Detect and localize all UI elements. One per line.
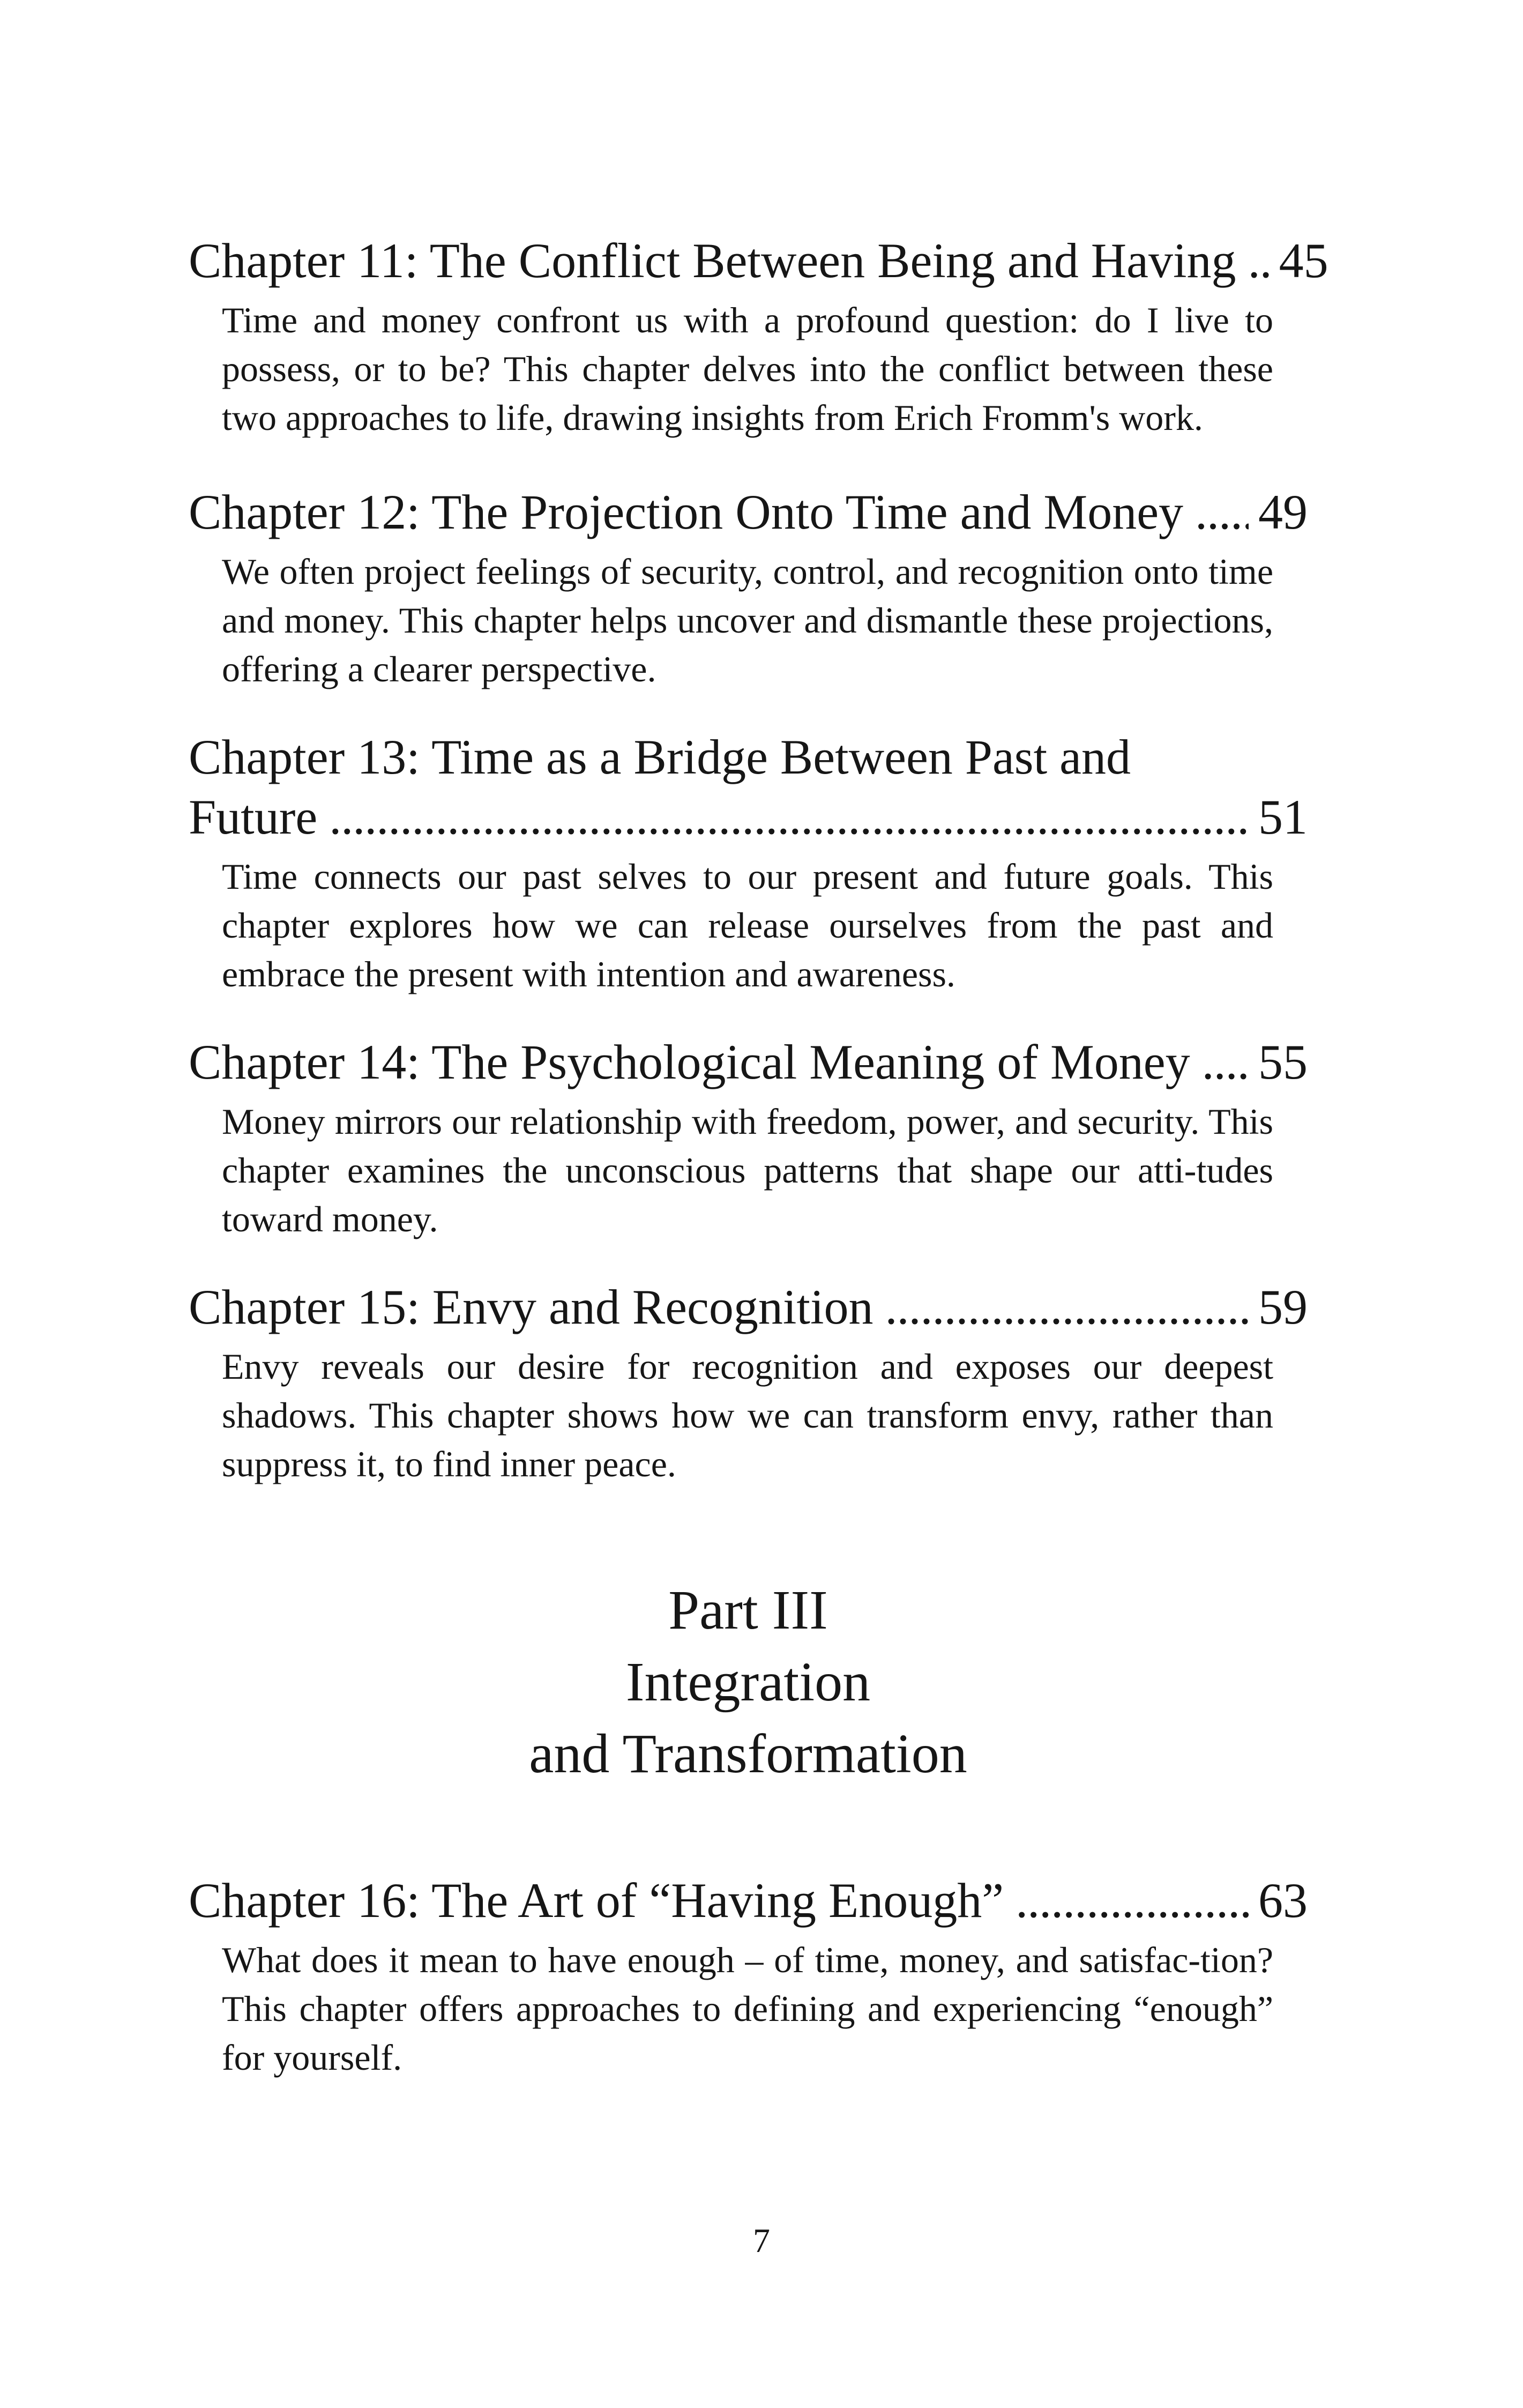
chapter-description: What does it mean to have enough – of time, money, and satisfac-tion? This chapter offers approaches to defining and experiencing “enough” for yourself. (222, 1939, 1273, 2078)
toc-heading[interactable] (189, 787, 1308, 847)
part-title-line-1: Integration (625, 1651, 871, 1713)
chapter-title: Chapter 15: Envy and Recognition (189, 1280, 874, 1334)
chapter-description: Time and money confront us with a profound question: do I live to possess, or to be? This chapter delves into the conflict between these two approaches to life, drawing insights from Erich Fromm's work. (222, 300, 1273, 438)
dot-leader (1202, 1032, 1249, 1092)
toc-heading[interactable] (189, 1277, 1308, 1337)
page-number: 49 (1258, 485, 1308, 539)
chapter-title-line-1[interactable]: Chapter 13: Time as a Bridge Between Past and (189, 730, 1131, 784)
chapter-description: Money mirrors our relationship with freedom, power, and security. This chapter examines the unconscious patterns that shape our atti-tudes toward money. (222, 1101, 1273, 1239)
toc-heading[interactable] (189, 1870, 1308, 1930)
page-number: 51 (1258, 790, 1308, 844)
toc-heading[interactable] (189, 482, 1308, 542)
part-heading (189, 1574, 1308, 1790)
chapter-title: Chapter 11: The Conflict Between Being and Having (189, 233, 1236, 288)
toc-entry-chapter-12 (189, 482, 1308, 694)
chapter-title: Chapter 16: The Art of “Having Enough” (189, 1873, 1004, 1928)
dot-leader (329, 787, 1249, 847)
toc-entry-chapter-13 (189, 727, 1308, 999)
dot-leader (1016, 1870, 1249, 1930)
chapter-description: We often project feelings of security, control, and recognition onto time and money. This chapter helps uncover and dismantle these projections, offering a clearer perspective. (222, 551, 1273, 689)
chapter-title-line-2: Future (189, 790, 318, 844)
toc-entry-chapter-14 (189, 1032, 1308, 1244)
page-number: 63 (1258, 1873, 1308, 1928)
toc-heading[interactable] (189, 1032, 1308, 1092)
part-number: Part III (668, 1579, 828, 1641)
chapter-description: Time connects our past selves to our present and future goals. This chapter explores how we can release ourselves from the past and embrace the present with intention and awareness. (222, 856, 1273, 994)
page-folio: 7 (753, 2221, 770, 2260)
chapter-title: Chapter 14: The Psychological Meaning of Money (189, 1035, 1190, 1089)
toc-heading[interactable] (189, 231, 1328, 291)
toc-entry-chapter-15 (189, 1277, 1308, 1489)
page-number: 59 (1258, 1280, 1308, 1334)
table-of-contents (189, 231, 1328, 2082)
chapter-description: Envy reveals our desire for recognition and exposes our deepest shadows. This chapter shows how we can transform envy, rather than suppress it, to find inner peace. (222, 1346, 1273, 1484)
dot-leader (885, 1277, 1249, 1337)
dot-leader (1195, 482, 1249, 542)
toc-entry-chapter-11 (189, 231, 1328, 442)
toc-entry-chapter-16 (189, 1870, 1308, 2082)
dot-leader (1248, 231, 1270, 291)
chapter-title: Chapter 12: The Projection Onto Time and Money (189, 485, 1184, 539)
page-number: 45 (1279, 233, 1328, 288)
part-title-line-2: and Transformation (529, 1723, 967, 1785)
page-number: 55 (1258, 1035, 1308, 1089)
